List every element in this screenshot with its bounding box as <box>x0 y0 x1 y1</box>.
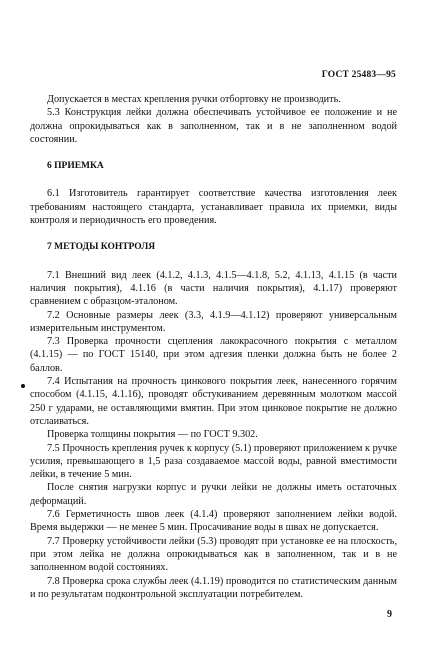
paragraph: После снятия нагрузки корпус и ручки лейки не должны иметь остаточных деформаций. <box>30 482 397 507</box>
paragraph: 7.6 Герметичность швов леек (4.1.4) проверяют заполнением лейки водой. Время выдержки — не менее 5 мин. Просачивание воды в швах не допускается. <box>30 509 397 534</box>
document-body <box>30 93 397 601</box>
margin-dot <box>21 384 25 388</box>
spacer <box>30 227 397 241</box>
paragraph: 7.4 Испытания на прочность цинкового покрытия леек, нанесенного горячим способом (4.1.15, 4.1.16), проводят обстукиванием деревянным молотком массой 250 г ударами, не оставляющими вмятин. При этом цинковое покрытие не должно отслаиваться. <box>30 376 397 427</box>
paragraph: Допускается в местах крепления ручки отбортовку не производить. <box>47 94 341 105</box>
spacer <box>30 173 397 187</box>
spacer <box>30 146 397 160</box>
paragraph: 7.7 Проверку устойчивости лейки (5.3) проводят при установке ее на плоскость, при этом лейка не должна опрокидываться как в заполненном, так и в не заполненном водой состояниях. <box>30 535 397 574</box>
paragraph: 5.3 Конструкция лейки должна обеспечивать устойчивое ее положение и не должна опрокидываться как в заполненном, так и в не заполненном водой состоянии. <box>30 107 397 145</box>
paragraph: Проверка толщины покрытия — по ГОСТ 9.302. <box>47 429 258 441</box>
page-number: 9 <box>387 609 392 620</box>
paragraph: 7.1 Внешний вид леек (4.1.2, 4.1.3, 4.1.5—4.1.8, 5.2, 4.1.13, 4.1.15 (в части наличия покрытия), 4.1.16 (в части наличия покрытия), 4.1.17) проверяют сравнением с образцом-эталоном. <box>30 269 397 308</box>
paragraph: 7.3 Проверка прочности сцепления лакокрасочного покрытия с металлом (4.1.15) — по ГОСТ 15140, при этом адгезия пленки должна быть не более 2 баллов. <box>30 336 397 374</box>
section-heading: 7 МЕТОДЫ КОНТРОЛЯ <box>47 242 156 253</box>
paragraph: 7.5 Прочность крепления ручек к корпусу (5.1) проверяют приложением к ручке усилия, превышающего в 1,5 раза создаваемое массой воды, равной вместимости лейки, в течение 5 мин. <box>30 442 397 481</box>
spacer <box>30 255 397 269</box>
paragraph: 7.8 Проверка срока службы леек (4.1.19) проводится по статистическим данным и по результатам подконтрольной эксплуатации потребителем. <box>30 575 397 600</box>
paragraph: 6.1 Изготовитель гарантирует соответствие качества изготовления леек требованиям настоящего стандарта, устанавливает правила их приемки, виды контроля и периодичность его проведения. <box>30 188 397 227</box>
paragraph: 7.2 Основные размеры леек (3.3, 4.1.9—4.1.12) проверяют универсальным измерительным инструментом. <box>30 309 397 334</box>
section-heading: 6 ПРИЕМКА <box>47 161 104 172</box>
document-header: ГОСТ 25483—95 <box>321 70 396 80</box>
